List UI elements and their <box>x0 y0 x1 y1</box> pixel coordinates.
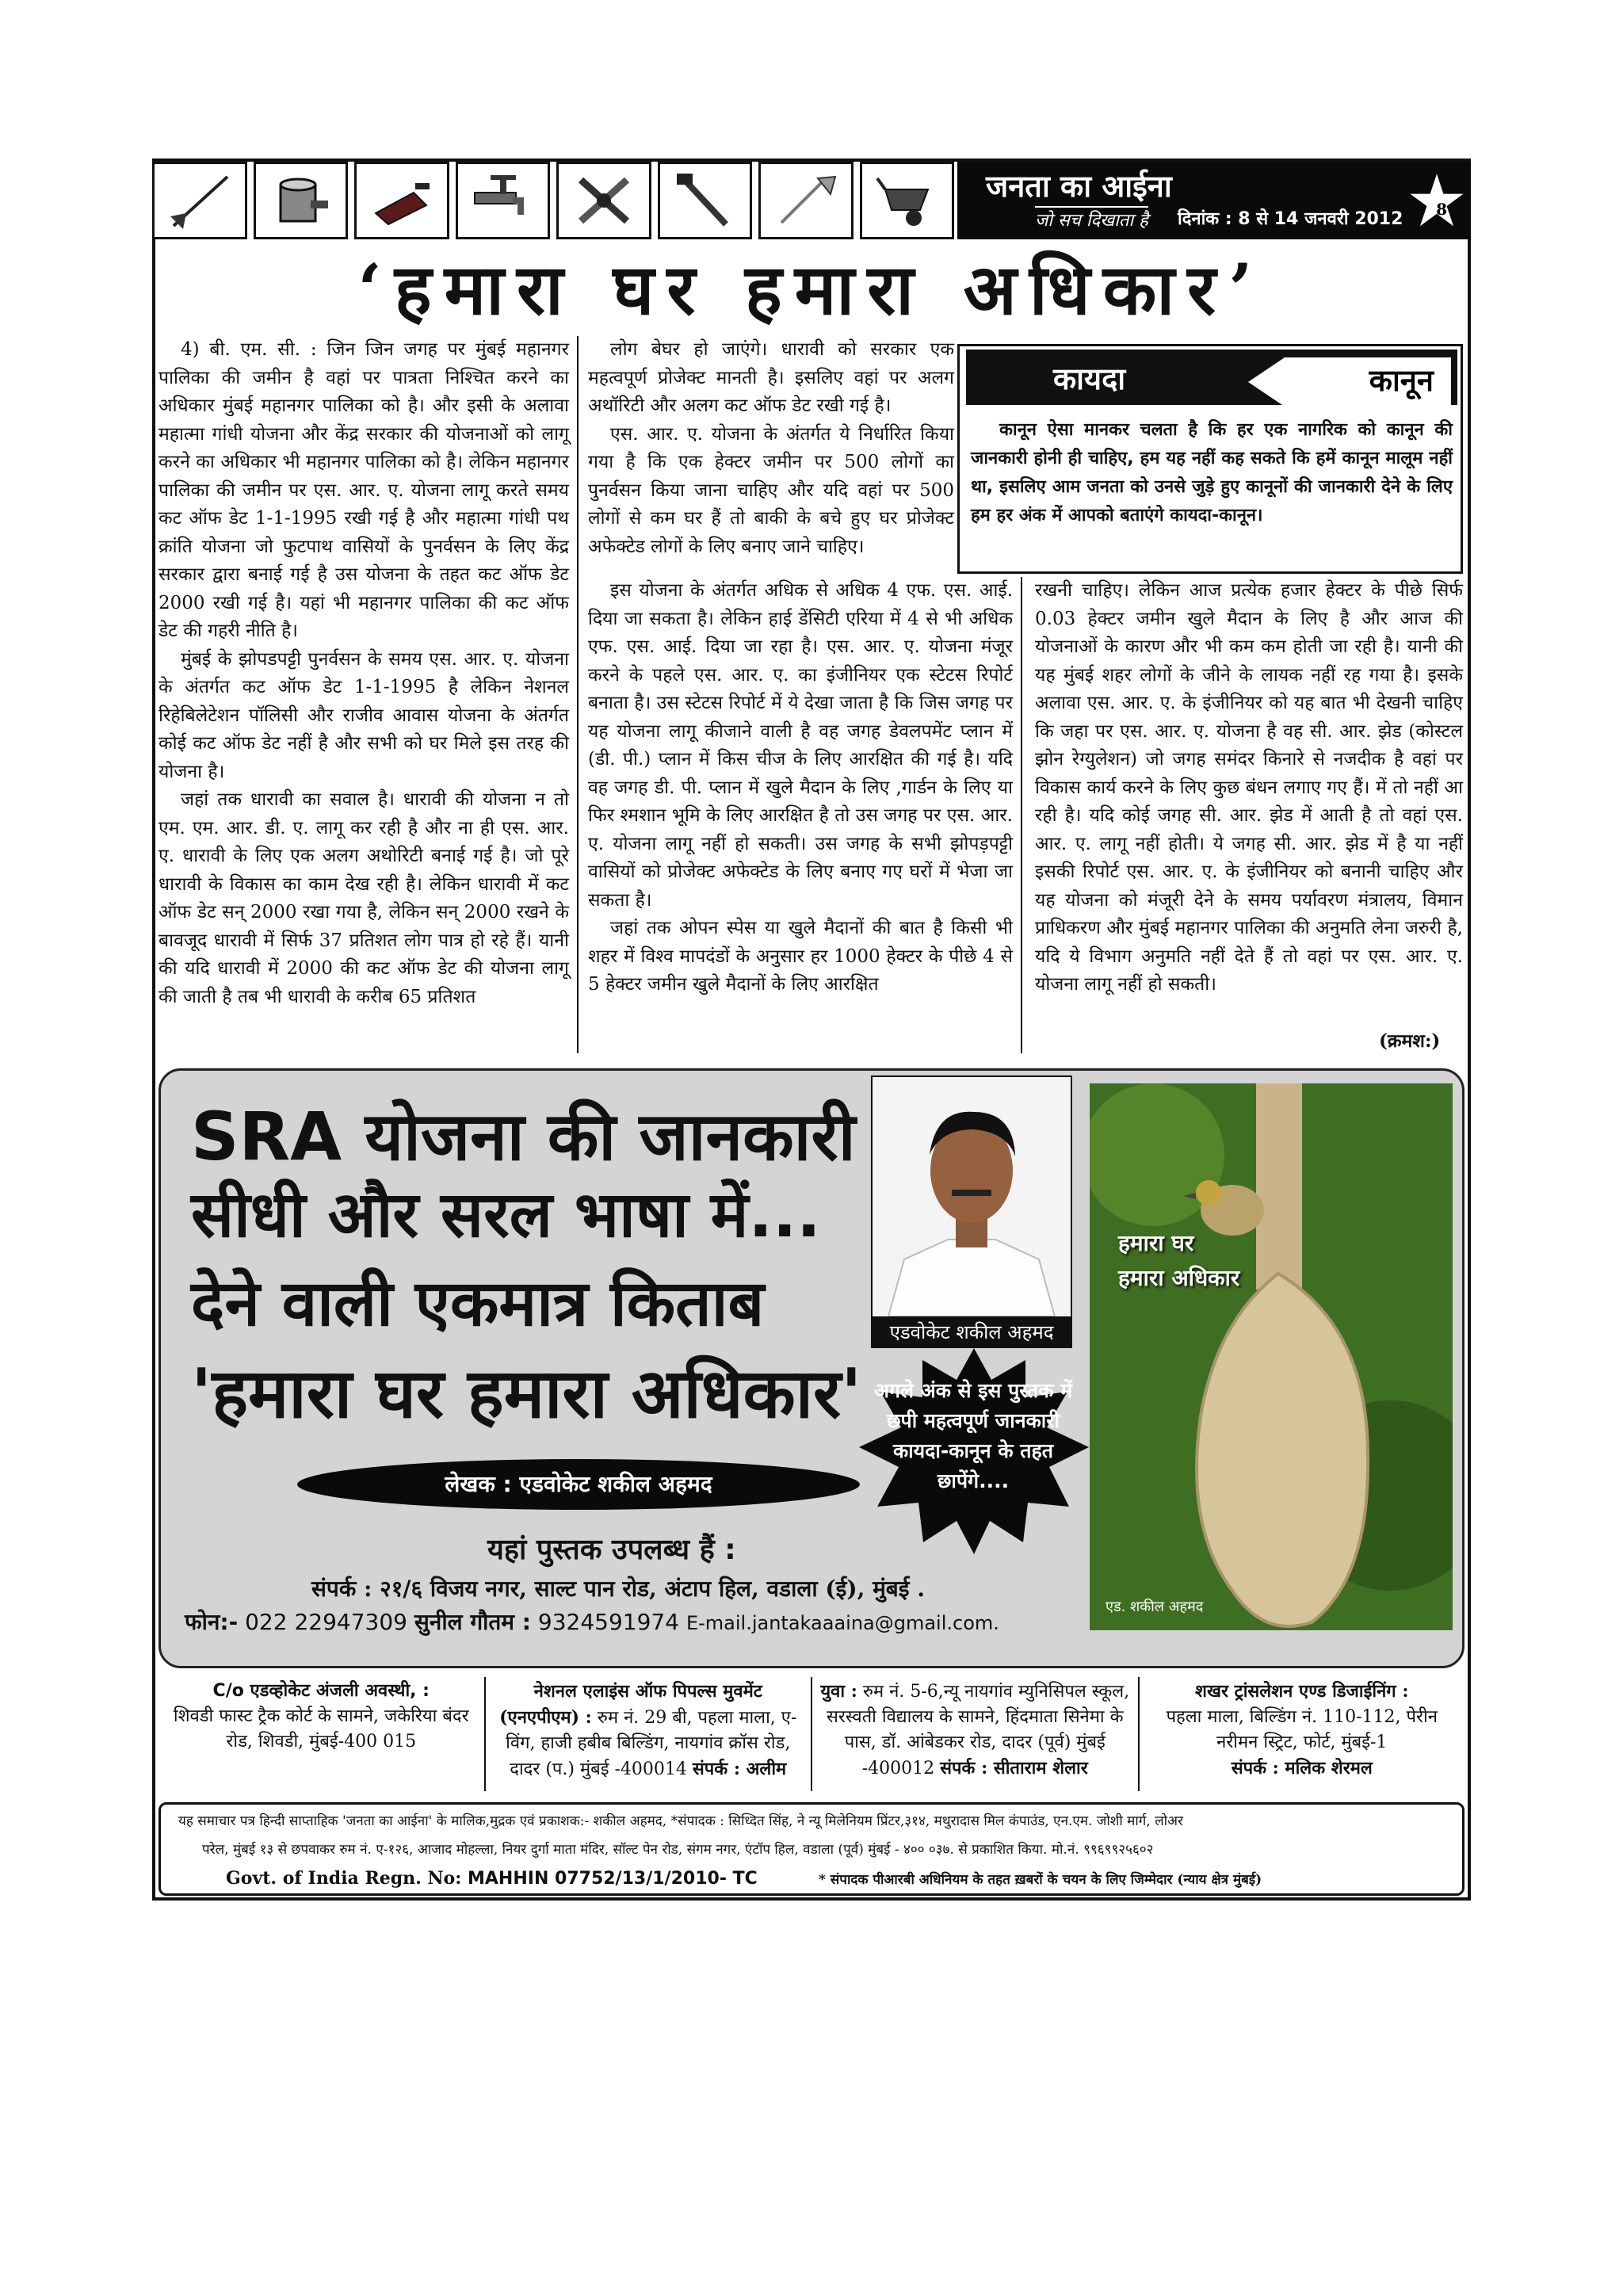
kayda-label: कायदा <box>1053 361 1126 396</box>
article-column-3 <box>1035 577 1463 1053</box>
book-title-line-2: हमारा अधिकार <box>1118 1265 1240 1291</box>
pipe-wrench-icon <box>658 162 753 239</box>
registration-number <box>226 1868 758 1889</box>
article-paragraph: जहां तक ओपन स्पेस या खुले मैदानों की बात है किसी भी शहर में विश्व मापदंडों के अनुसार हर 1000 हेक्टर के पीछे 4 से 5 हेक्टर जमीन खुले मैदानों के लिए आरक्षित <box>588 918 1013 995</box>
address-contact: संपर्क : अलीम <box>692 1759 787 1779</box>
starburst-text: अगले अंक से इस पुस्तक में छपी महत्वपूर्ण जानकारी कायदा-कानून के तहत छापेंगे.... <box>873 1379 1073 1492</box>
tools-icon <box>556 162 651 239</box>
tool-icon-strip <box>152 162 954 239</box>
newspaper-tagline: जो सच दिखाता है <box>1035 206 1148 231</box>
newspaper-title: जनता का आईना <box>986 169 1172 204</box>
wheelbarrow-icon <box>860 162 955 239</box>
contact-name: सुनील गौतम : <box>414 1609 531 1635</box>
kayda-kanoon-box <box>957 344 1463 574</box>
phone-line <box>185 1606 999 1637</box>
article-paragraph: 4) बी. एम. सी. : जिन जिन जगह पर मुंबई महानगर पालिका की जमीन है वहां पर पात्रता निश्चित करने का अधिकार मुंबई महानगर पालिका को है। और इसी के अलावा महात्मा गांधी योजना और केंद्र सरकार की योजनाओं को लागू करने का अधिकार भी महानगर पालिका को है। लेकिन महानगर पालिका की जमीन पर एस. आर. ए. योजना लागू करते समय कट ऑफ डेट 1-1-1995 रखी गई है और महात्मा गांधी पथ क्रांति योजना जो फुटपाथ वासियों के पुनर्वसन के लिए केंद्र सरकार द्वारा बनाई गई है उस योजना के तहत कट ऑफ डेट 2000 रखी गई है। यहां भी महानगर पालिका की कट ऑफ डेट की गहरी नीति है। <box>158 339 569 641</box>
address-title: शखर ट्रांसलेशन एण्ड डिजाईनिंग : <box>1195 1681 1409 1702</box>
book-advertisement <box>158 1068 1465 1668</box>
mobile-number: 9324591974 <box>537 1609 680 1635</box>
address-contact: संपर्क : सीताराम शेलार <box>940 1758 1088 1778</box>
address-title: C/o एडव्होकेट अंजली अवस्थी, : <box>212 1681 430 1701</box>
address-title: युवा : <box>820 1681 857 1702</box>
article-column-1 <box>158 336 579 1053</box>
author-photo-caption: एडवोकेट शकील अहमद <box>871 1316 1072 1348</box>
ad-headline-2: सीधी और सरल भाषा में... <box>191 1178 821 1251</box>
book-title-line-1: हमारा घर <box>1118 1230 1194 1256</box>
address-block <box>1140 1677 1465 1791</box>
address-row <box>158 1677 1465 1791</box>
page-number: 8 <box>1436 200 1447 219</box>
imprint-footer <box>158 1802 1465 1896</box>
book-cover-title <box>1118 1226 1239 1296</box>
phone-label: फोन:- <box>185 1609 239 1635</box>
article-paragraph: एस. आर. ए. योजना के अंतर्गत ये निर्धारित किया गया है कि एक हेक्टर जमीन पर 500 लोगों का पुनर्वसन किया जाना चाहिए और यदि वहां पर 500 लोगों से कम घर हैं तो बाकी के बचे हुए घर प्रोजेक्ट अफेक्टेड लोगों के लिए बनाए जाने चाहिए। <box>588 423 954 557</box>
address-contact: संपर्क : मलिक शेरमल <box>1231 1758 1373 1778</box>
contact-address: संपर्क : २१/६ विजय नगर, साल्ट पान रोड, अंटाप हिल, वडाला (ई), मुंबई . <box>311 1576 926 1602</box>
email-address: E-mail.jantakaaaina@gmail.com. <box>685 1612 999 1634</box>
issue-date: दिनांक : 8 से 14 जनवरी 2012 <box>1178 209 1403 229</box>
ad-headline-3: देने वाली एकमात्र किताब <box>191 1266 765 1340</box>
phone-number: 022 22947309 <box>245 1609 407 1635</box>
article-paragraph: मुंबई के झोपडपट्टी पुनर्वसन के समय एस. आर. ए. योजना के अंतर्गत कट ऑफ डेट 1-1-1995 है लेकिन नेशनल रिहेबिलेटेशन पॉलिसी और राजीव आवास योजना के अंतर्गत कोई कट ऑफ डेट नहीं है और सभी को घर मिले इस तरह की योजना है। <box>158 648 569 782</box>
imprint-line-1: यह समाचार पत्र हिन्दी साप्ताहिक 'जनता का आईना' के मालिक,मुद्रक एवं प्रकाशक:- शकील अहमद, *संपादक : सिध्दित सिंह, ने न्यू मिलेनियम प्रिंटर,३१४, मथुरादास मिल कंपाउंड, एन.एम. जोशी मार्ग, लोअर <box>178 1813 1183 1829</box>
imprint-line-2: परेल, मुंबई १३ से छपवाकर रुम नं. ए-१२६, आजाद मोहल्ला, नियर दुर्गा माता मंदिर, सॉल्ट पेन रोड, संगम नगर, एंटॉप हिल, वडाला (पूर्व) मुंबई - ४०० ०३७. से प्रकाशित किया. मो.नं. ९९६९९२५६०२ <box>202 1842 1154 1858</box>
registration-value: MAHHIN 07752/13/1/2010- TC <box>468 1869 758 1889</box>
book-cover-author: एड. शकील अहमद <box>1106 1599 1204 1615</box>
author-photo <box>871 1075 1072 1318</box>
article-column-2-top <box>588 336 954 574</box>
article-paragraph: जहां तक धारावी का सवाल है। धारावी की योजना न तो एम. एम. आर. डी. ए. लागू कर रही है और ना ही एस. आर. ए. धारावी के लिए एक अलग अथोरिटी बनाई गई है। जो पूरे धारावी के विकास का काम देख रही है। लेकिन धारावी में कट ऑफ डेट सन् 2000 रखा गया है, लेकिन सन् 2000 रखने के बावजूद धारावी में सिर्फ 37 प्रतिशत लोग पात्र हो रहे हैं। यानी की यदि धारावी में 2000 की कट ऑफ डेट की योजना लागू की जाती है तब भी धारावी के करीब 65 प्रतिशत <box>158 789 569 1007</box>
trowel-icon <box>354 162 449 239</box>
article-paragraph: लोग बेघर हो जाएंगे। धारावी को सरकार एक महत्वपूर्ण प्रोजेक्ट मानती है। इसलिए वहां पर अलग अथॉरिटी और अलग कट ऑफ डेट रखी गई है। <box>588 339 954 416</box>
address-block <box>158 1677 486 1791</box>
address-title: नेशनल एलाइंस ऑफ पिपल्स मुवमेंट (एनएपीएम) : <box>499 1681 762 1728</box>
kayda-kanoon-text: कानून ऐसा मानकर चलता है कि हर एक नागरिक को कानून की जानकारी होनी ही चाहिए, हम यह नहीं कह सकते कि हमें कानून मालूम नहीं था, इसलिए आम जनता को उनसे जुड़े हुए कानूनों की जानकारी देने के लिए हम हर अंक में आपको बताएंगे कायदा-कानून। <box>971 420 1453 525</box>
editor-note: * संपादक पीआरबी अधिनियम के तहत ख़बरों के चयन के लिए जिम्मेदार (न्याय क्षेत्र मुंबई) <box>819 1872 1262 1888</box>
article-column-2-bottom <box>588 577 1022 1053</box>
masthead <box>957 162 1471 239</box>
kanoon-label: कानून <box>1369 363 1434 398</box>
address-lines: पहला माला, बिल्डिंग नं. 110-112, पेरीन नरीमन स्ट्रिट, फोर्ट, मुंबई-1 <box>1166 1707 1438 1752</box>
shovel-icon <box>758 162 854 239</box>
page-headline: ‘हमारा घर हमारा अधिकार’ <box>357 248 1266 330</box>
address-lines: रुम नं. 29 बी, पहला माला, ए-विंग, हाजी हबीब बिल्डिंग, नायगांव क्रॉस रोड, दादर (प.) मुंबई -400014 <box>506 1708 797 1779</box>
article-paragraph: रखनी चाहिए। लेकिन आज प्रत्येक हजार हेक्टर के पीछे सिर्फ 0.03 हेक्टर जमीन खुले मैदान के लिए है और आज की योजनाओं के कारण और भी कम कम होती जा रही है। यानी की यह मुंबई शहर लोगों के जीने के लायक नहीं रह गया है। इसके अलावा एस. आर. ए. के इंजीनियर को यह बात भी देखनी चाहिए कि जहा पर एस. आर. ए. योजना है वह सी. आर. झेड (कोस्टल झोन रेग्युलेशन) जो जगह समंदर किनारे से नजदीक है वहां पर विकास कार्य करने के लिए कुछ बंधन लगाए गए हैं। में तो नहीं आ रही है। यदि कोई जगह सी. आर. झेड में आती है तो वहां एस. आर. ए. लागू नहीं होती। ये जगह सी. आर. झेड में है या नहीं इसकी रिपोर्ट एस. आर. ए. के इंजीनियर को बनानी चाहिए और यह योजना को मंजूरी देने के समय पर्यावरण मंत्रालय, विमान प्राधिकरण और मुंबई महानगर पालिका की अनुमति लेना जरुरी है, यदि ये विभाग अनुमति नहीं देते हैं तो वहां पर एस. आर. ए. योजना लागू नहीं हो सकती। <box>1035 580 1463 995</box>
ad-headline-1: SRA योजना की जानकारी <box>191 1098 856 1175</box>
continued-marker: (क्रमश:) <box>1379 1030 1441 1052</box>
hoe-icon <box>152 162 247 239</box>
author-label: लेखक : एडवोकेट शकील अहमद <box>297 1459 860 1510</box>
availability-heading: यहां पुस्तक उपलब्ध हैं : <box>487 1534 736 1566</box>
kayda-kanoon-banner <box>966 350 1457 405</box>
book-cover <box>1090 1083 1453 1630</box>
water-tap-icon <box>456 162 551 239</box>
paint-bucket-icon <box>254 162 349 239</box>
ad-book-title: 'हमारा घर हमारा अधिकार' <box>191 1354 862 1434</box>
registration-label: Govt. of India Regn. No: <box>226 1868 462 1889</box>
address-lines: रुम नं. 5-6,न्यू नायगांव म्युनिसिपल स्कूल, सरस्वती विद्यालय के सामने, हिंदमाता सिनेमा के पास, डॉ. आंबेडकर रोड, दादर (पूर्व) मुंबई -400012 <box>826 1682 1130 1778</box>
address-block <box>486 1677 813 1791</box>
address-block <box>812 1677 1140 1791</box>
address-lines: शिवडी फास्ट ट्रैक कोर्ट के सामने, जकेरिया बंदर रोड, शिवडी, मुंबई-400 015 <box>173 1706 469 1752</box>
article-paragraph: इस योजना के अंतर्गत अधिक से अधिक 4 एफ. एस. आई. दिया जा सकता है। लेकिन हाई डेंसिटी एरिया में 4 से भी अधिक एफ. एस. आई. दिया जा रहा है। एस. आर. ए. योजना मंजूर करने के पहले एस. आर. ए. का इंजीनियर एक स्टेटस रिपोर्ट बनाता है। उस स्टेटस रिपोर्ट में ये देखा जाता है कि जिस जगह पर यह योजना लागू कीजाने वाली है वह जगह डेवलपमेंट प्लान में (डी. पी.) प्लान में किस चीज के लिए आरक्षित की गई है। यदि वह जगह डी. पी. प्लान में खुले मैदान के लिए ,गार्डन के लिए या फिर श्मशान भूमि के लिए आरक्षित है तो उस जगह पर एस. आर. ए. योजना लागू नहीं हो सकती। उस जगह के सभी झोपड़पट्टी वासियों को प्रोजेक्ट अफेक्टेड के लिए बनाए गए घरों में भेजा जा सकता है। <box>588 580 1013 911</box>
